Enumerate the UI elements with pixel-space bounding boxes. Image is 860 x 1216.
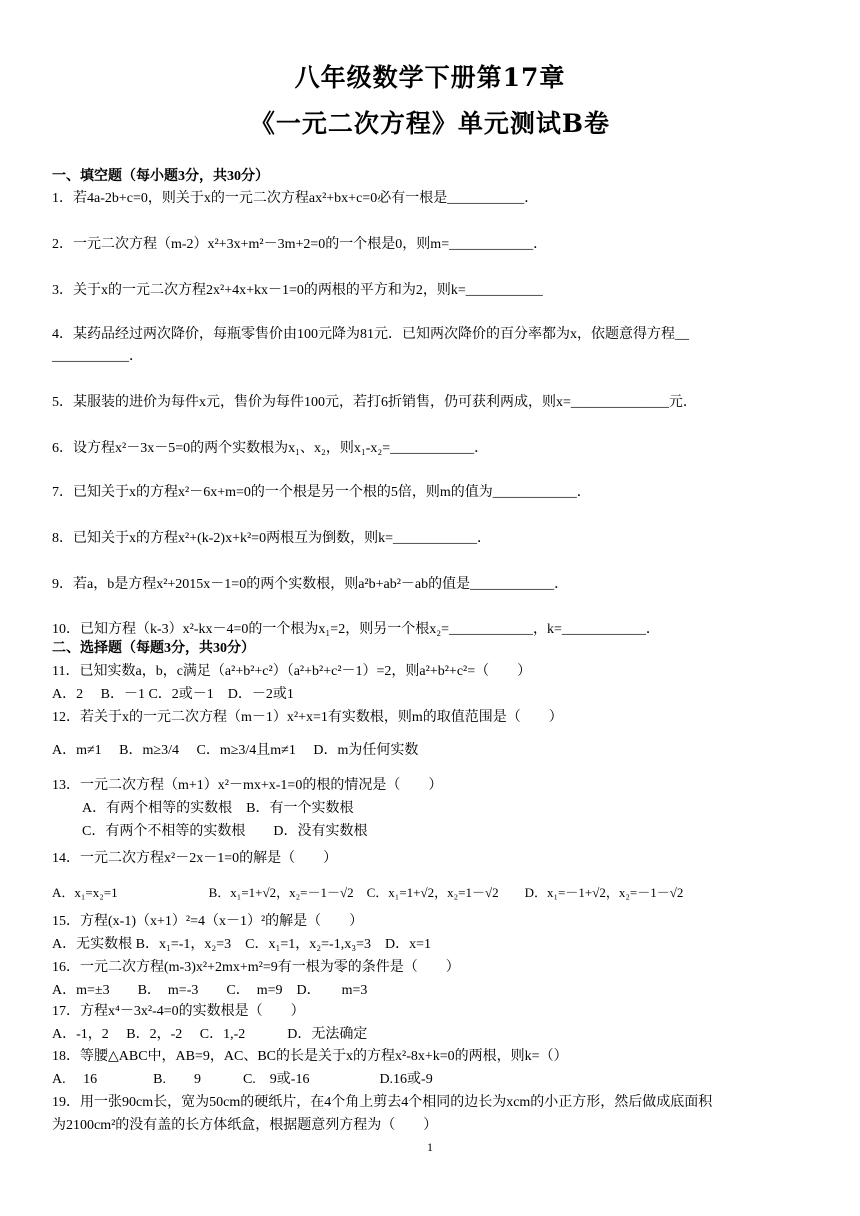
question-8: 8．已知关于x的方程x²+(k-2)x+k²=0两根互为倒数，则k=____________．: [52, 531, 491, 546]
question-4: 4．某药品经过两次降价，每瓶零售价由100元降为81元．已知两次降价的百分率都为x，依题意得方程__: [52, 327, 689, 342]
question-2: 2．一元二次方程（m-2）x²+3x+m²－3m+2=0的一个根是0，则m=____________．: [52, 237, 548, 252]
question-14: 14．一元二次方程x²－2x－1=0的解是（ ）: [52, 851, 338, 866]
question-15: 15．方程(x-1)（x+1）²=4（x－1）²的解是（ ）: [52, 914, 364, 929]
document-title: 八年级数学下册第17章: [294, 63, 566, 92]
question-3: 3．关于x的一元二次方程2x²+4x+kx－1=0的两根的平方和为2，则k=___________: [52, 283, 543, 298]
question-16-options: A．m=±3 B． m=-3 C． m=9 D． m=3: [52, 983, 368, 998]
question-12-options: A．m≠1 B．m≥3/4 C．m≥3/4且m≠1 D．m为任何实数: [52, 743, 419, 758]
section-multiple-choice: 二、选择题（每题3分，共30分）: [52, 641, 255, 656]
question-14-options: A．x₁=x₂=1 B．x₁=1+√2，x₂=－1－√2 C．x₁=1+√2，x₂=1－√2 D．x₁=－1+√2，x₂=－1－√2: [52, 885, 684, 900]
question-5: 5．某服装的进价为每件x元，售价为每件100元，若打6折销售，仍可获利两成，则x=______________元．: [52, 395, 697, 410]
question-6: 6．设方程x²－3x－5=0的两个实数根为x₁、x₂，则x₁-x₂=____________．: [52, 441, 489, 456]
question-18-options: A. 16 B. 9 C. 9或-16 D.16或-9: [52, 1072, 433, 1087]
question-7: 7．已知关于x的方程x²－6x+m=0的一个根是另一个根的5倍，则m的值为____________．: [52, 485, 591, 500]
document-subtitle: 《一元二次方程》单元测试B卷: [249, 109, 611, 138]
question-19: 19．用一张90cm长，宽为50cm的硬纸片，在4个角上剪去4个相同的边长为xcm的小正方形，然后做成底面积: [52, 1095, 713, 1110]
question-11-options: A．2 B．－1 C．2或－1 D．－2或1: [52, 687, 294, 702]
question-13-options-1: A．有两个相等的实数根 B．有一个实数根: [82, 801, 354, 816]
question-18: 18．等腰△ABC中，AB=9，AC、BC的长是关于x的方程x²-8x+k=0的两根，则k=（）: [52, 1049, 568, 1064]
question-10: 10．已知方程（k-3）x²-kx－4=0的一个根为x₁=2，则另一个根x₂=____________，k=____________．: [52, 622, 660, 637]
page-number: 1: [427, 1140, 433, 1154]
question-16: 16．一元二次方程(m-3)x²+2mx+m²=9有一根为零的条件是（ ）: [52, 960, 460, 975]
question-13-options-2: C．有两个不相等的实数根 D．没有实数根: [82, 824, 368, 839]
question-13: 13．一元二次方程（m+1）x²－mx+x-1=0的根的情况是（ ）: [52, 778, 443, 793]
question-9: 9．若a，b是方程x²+2015x－1=0的两个实数根，则a²b+ab²－ab的值是____________．: [52, 577, 569, 592]
question-15-options: A．无实数根 B．x₁=-1，x₂=3 C．x₁=1，x₂=-1,x₃=3 D．x=1: [52, 937, 431, 952]
question-4-cont: ___________．: [52, 349, 143, 364]
question-1: 1．若4a-2b+c=0，则关于x的一元二次方程ax²+bx+c=0必有一根是___________．: [52, 191, 539, 206]
question-17-options: A．-1，2 B．2，-2 C．1,-2 D．无法确定: [52, 1027, 368, 1042]
question-19-cont: 为2100cm²的没有盖的长方体纸盒，根据题意列方程为（ ）: [52, 1118, 438, 1133]
question-17: 17．方程x⁴－3x²-4=0的实数根是（ ）: [52, 1004, 305, 1019]
section-fill-in: 一、填空题（每小题3分，共30分）: [52, 169, 269, 184]
question-11: 11．已知实数a，b，c满足（a²+b²+c²）（a²+b²+c²－1）=2，则a²+b²+c²=（ ）: [52, 664, 532, 679]
question-12: 12．若关于x的一元二次方程（m－1）x²+x=1有实数根，则m的取值范围是（ ）: [52, 710, 563, 725]
